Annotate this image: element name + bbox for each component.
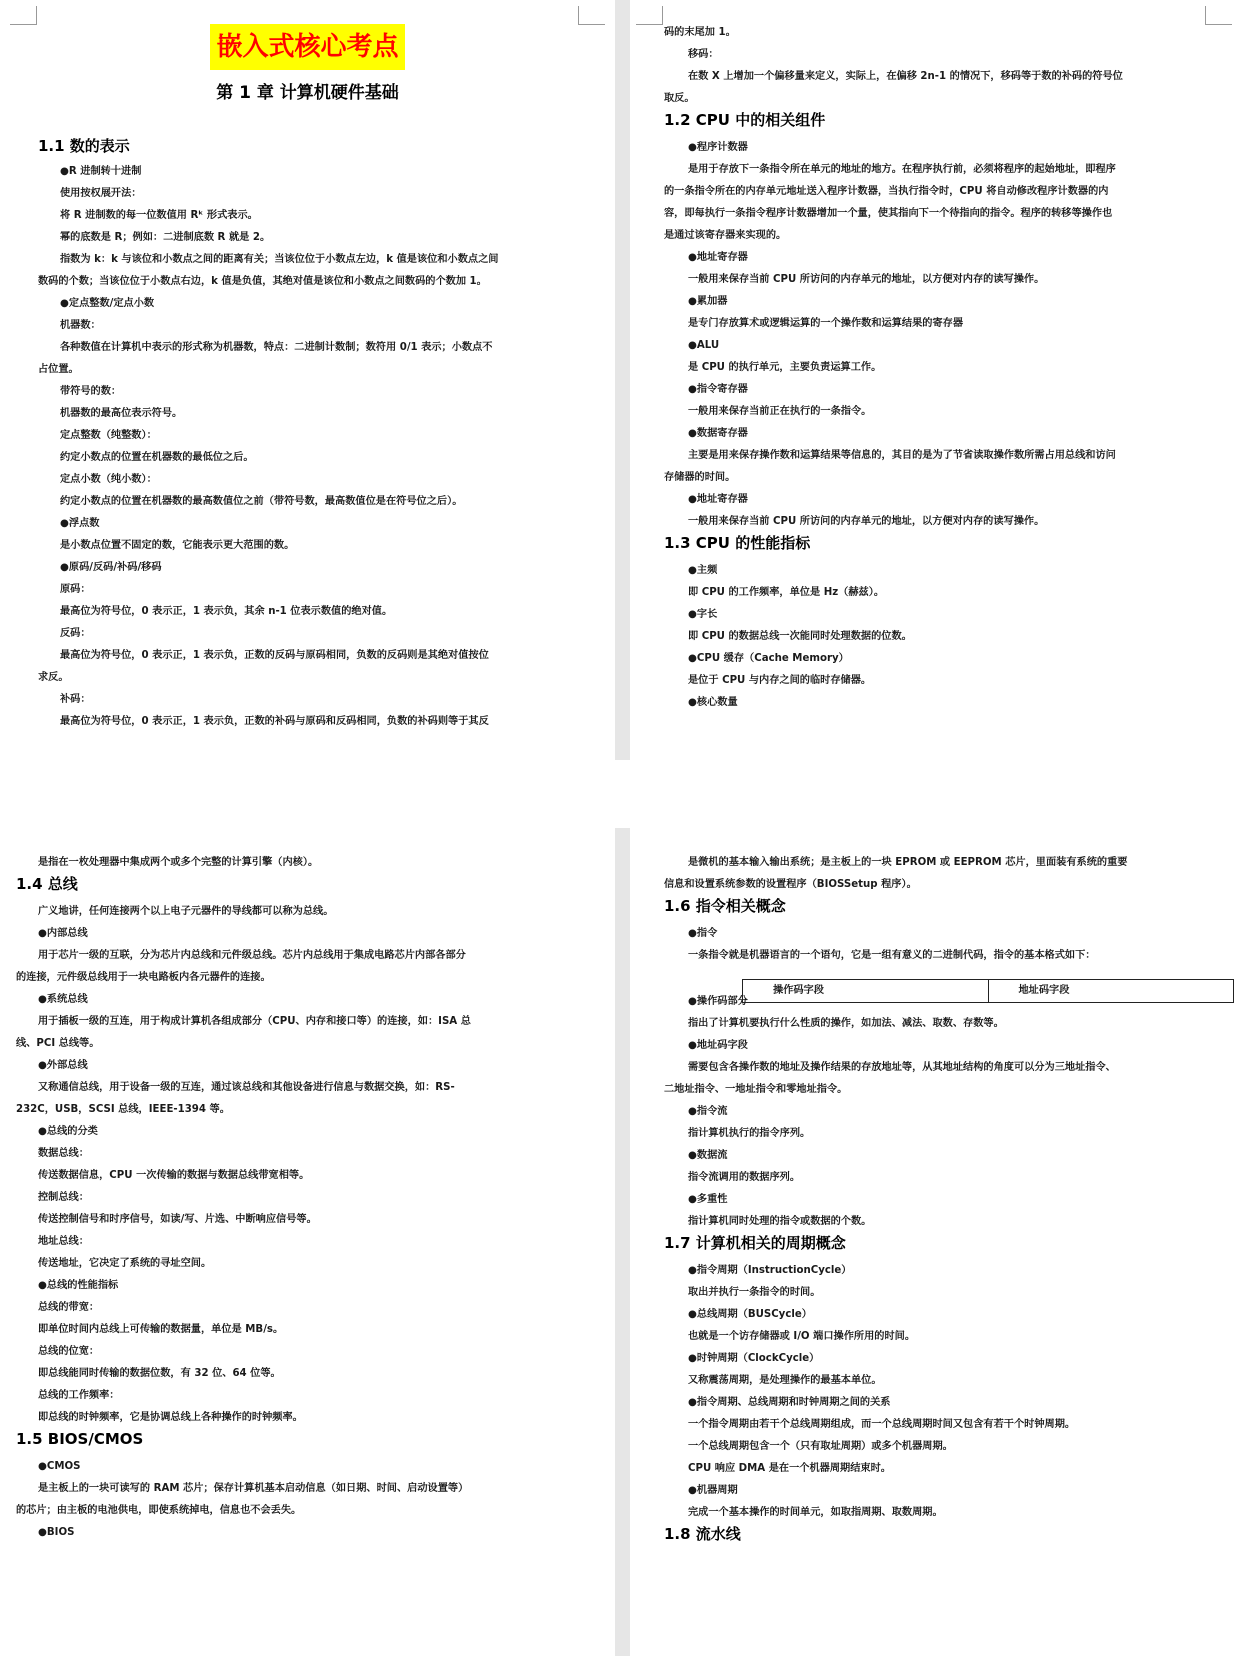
text-line: 占位置。	[38, 364, 79, 375]
text-line: 完成一个基本操作的时间单元，如取指周期、取数周期。	[688, 1507, 943, 1518]
text-line: 用于芯片一级的互联，分为芯片内总线和元件级总线。芯片内总线用于集成电路芯片内部各部分	[38, 950, 466, 961]
text-line: 的一条指令所在的内存单元地址送入程序计数器，当执行指令时，CPU 将自动修改程序计数器的内	[664, 186, 1109, 197]
text-line: 是主板上的一块可读写的 RAM 芯片；保存计算机基本启动信息（如日期、时间、启动设置等）	[38, 1483, 469, 1494]
text-line: ●机器周期	[688, 1485, 738, 1496]
text-line: 机器数：	[60, 320, 101, 331]
text-line: 指出了计算机要执行什么性质的操作，如加法、减法、取数、存数等。	[688, 1018, 1004, 1029]
text-line: 即单位时间内总线上可传输的数据量，单位是 MB/s。	[38, 1324, 284, 1335]
text-line: 也就是一个访存储器或 I/O 端口操作所用的时间。	[688, 1331, 916, 1342]
page-body	[0, 828, 615, 1656]
text-line: 最高位为符号位，0 表示正，1 表示负，正数的补码与原码和反码相同，负数的补码则等于其反	[60, 716, 489, 727]
text-line: CPU 响应 DMA 是在一个机器周期结束时。	[688, 1463, 891, 1474]
text-line: 带符号的数：	[60, 386, 122, 397]
document-title: 嵌入式核心考点	[210, 24, 404, 70]
text-line: ●内部总线	[38, 928, 88, 939]
document-page-4	[630, 828, 1242, 1656]
text-line: 是专门存放算术或逻辑运算的一个操作数和运算结果的寄存器	[688, 318, 964, 329]
page-gutter	[615, 0, 630, 760]
opcode-field-cell: 操作码字段	[773, 985, 824, 996]
text-line: ●ALU	[688, 340, 720, 351]
address-field-cell: 地址码字段	[988, 980, 1234, 1002]
text-line: ●字长	[688, 609, 718, 620]
text-line: ●浮点数	[60, 518, 100, 529]
text-line: 232C，USB，SCSI 总线，IEEE-1394 等。	[16, 1104, 230, 1115]
text-line: 指数为 k：k 与该位和小数点之间的距离有关；当该位位于小数点左边，k 值是该位和小数点之间	[60, 254, 499, 265]
text-line: 又称通信总线，用于设备一级的互连，通过该总线和其他设备进行信息与数据交换，如：RS-	[38, 1082, 455, 1093]
text-line: 一般用来保存当前 CPU 所访问的内存单元的地址，以方便对内存的读写操作。	[688, 516, 1045, 527]
text-line: 即 CPU 的数据总线一次能同时处理数据的位数。	[688, 631, 912, 642]
text-line: 总线的带宽：	[38, 1302, 100, 1313]
text-line: 一个指令周期由若干个总线周期组成，而一个总线周期时间又包含有若干个时钟周期。	[688, 1419, 1076, 1430]
text-line: 二地址指令、一地址指令和零地址指令。	[664, 1084, 848, 1095]
text-line: ●累加器	[688, 296, 728, 307]
text-line: 原码：	[60, 584, 91, 595]
section-heading: 1.2 CPU 中的相关组件	[664, 111, 826, 129]
text-line: ●多重性	[688, 1194, 728, 1205]
text-line: 码的末尾加 1。	[664, 27, 736, 38]
text-line: ●地址码字段	[688, 1040, 748, 1051]
text-line: ●地址寄存器	[688, 494, 748, 505]
text-line: ●指令周期、总线周期和时钟周期之间的关系	[688, 1397, 891, 1408]
text-line: 一般用来保存当前 CPU 所访问的内存单元的地址，以方便对内存的读写操作。	[688, 274, 1045, 285]
text-line: ●操作码部分	[688, 996, 748, 1007]
text-line: 一般用来保存当前正在执行的一条指令。	[688, 406, 872, 417]
text-line: 求反。	[38, 672, 69, 683]
text-line: 取出并执行一条指令的时间。	[688, 1287, 821, 1298]
text-line: ●总线的分类	[38, 1126, 98, 1137]
text-line: ●原码/反码/补码/移码	[60, 562, 162, 573]
page-body	[630, 0, 1242, 760]
text-line: 是指在一枚处理器中集成两个或多个完整的计算引擎（内核）。	[38, 857, 319, 868]
text-line: 是位于 CPU 与内存之间的临时存储器。	[688, 675, 872, 686]
text-line: 使用按权展开法：	[60, 188, 142, 199]
text-line: ●系统总线	[38, 994, 88, 1005]
document-page-3	[0, 828, 615, 1656]
text-line: 主要是用来保存操作数和运算结果等信息的，其目的是为了节省读取操作数所需占用总线和访问	[688, 450, 1116, 461]
text-line: 存储器的时间。	[664, 472, 736, 483]
text-line: 总线的工作频率：	[38, 1390, 120, 1401]
section-heading: 1.3 CPU 的性能指标	[664, 534, 811, 552]
section-heading: 1.4 总线	[16, 875, 78, 893]
text-line: 各种数值在计算机中表示的形式称为机器数，特点：二进制计数制；数符用 0/1 表示；小数点不	[60, 342, 493, 353]
text-line: ●地址寄存器	[688, 252, 748, 263]
text-line: 将 R 进制数的每一位数值用 Rᵏ 形式表示。	[60, 210, 258, 221]
text-line: 指计算机同时处理的指令或数据的个数。	[688, 1216, 872, 1227]
text-line: ●定点整数/定点小数	[60, 298, 155, 309]
text-line: 的连接，元件级总线用于一块电路板内各元器件的连接。	[16, 972, 271, 983]
text-line: 反码：	[60, 628, 91, 639]
text-line: 幂的底数是 R；例如：二进制底数 R 就是 2。	[60, 232, 271, 243]
text-line: 即 CPU 的工作频率，单位是 Hz（赫兹）。	[688, 587, 885, 598]
text-line: 是微机的基本输入输出系统；是主板上的一块 EPROM 或 EEPROM 芯片，里面装有系统的重要	[688, 857, 1128, 868]
text-line: ●外部总线	[38, 1060, 88, 1071]
text-line: ●程序计数器	[688, 142, 748, 153]
text-line: 线、PCI 总线等。	[16, 1038, 100, 1049]
text-line: ●时钟周期（ClockCycle）	[688, 1353, 820, 1364]
text-line: ●数据流	[688, 1150, 728, 1161]
text-line: 广义地讲，任何连接两个以上电子元器件的导线都可以称为总线。	[38, 906, 334, 917]
text-line: 一条指令就是机器语言的一个语句，它是一组有意义的二进制代码，指令的基本格式如下：	[688, 950, 1096, 961]
text-line: 需要包含各操作数的地址及操作结果的存放地址等，从其地址结构的角度可以分为三地址指令、	[688, 1062, 1116, 1073]
document-page-1	[0, 0, 615, 760]
text-line: 指令流调用的数据序列。	[688, 1172, 801, 1183]
text-line: 补码：	[60, 694, 91, 705]
text-line: 数码的个数；当该位位于小数点右边，k 值是负值，其绝对值是该位和小数点之间数码的个数加 1。	[38, 276, 487, 287]
text-line: ●总线周期（BUSCycle）	[688, 1309, 812, 1320]
section-heading: 1.1 数的表示	[38, 137, 130, 155]
text-line: ●数据寄存器	[688, 428, 748, 439]
text-line: 定点小数（纯小数）：	[60, 474, 157, 485]
text-line: ●BIOS	[38, 1527, 75, 1538]
text-line: 用于插板一级的互连，用于构成计算机各组成部分（CPU、内存和接口等）的连接，如：ISA 总	[38, 1016, 471, 1027]
text-line: 指计算机执行的指令序列。	[688, 1128, 811, 1139]
page-gap	[0, 760, 1242, 828]
section-heading: 1.6 指令相关概念	[664, 897, 786, 915]
text-line: 数据总线：	[38, 1148, 89, 1159]
text-line: ●CPU 缓存（Cache Memory）	[688, 653, 849, 664]
text-line: ●指令寄存器	[688, 384, 748, 395]
text-line: 是通过该寄存器来实现的。	[664, 230, 787, 241]
text-line: 信息和设置系统参数的设置程序（BIOSSetup 程序）。	[664, 879, 917, 890]
text-line: 一个总线周期包含一个（只有取址周期）或多个机器周期。	[688, 1441, 953, 1452]
text-line: 传送控制信号和时序信号，如读/写、片选、中断响应信号等。	[38, 1214, 317, 1225]
text-line: ●R 进制转十进制	[60, 166, 142, 177]
text-line: 的芯片；由主板的电池供电，即使系统掉电，信息也不会丢失。	[16, 1505, 302, 1516]
text-line: 约定小数点的位置在机器数的最低位之后。	[60, 452, 254, 463]
page-body	[0, 18, 615, 760]
text-line: ●总线的性能指标	[38, 1280, 119, 1291]
text-line: 又称震荡周期，是处理操作的最基本单位。	[688, 1375, 882, 1386]
text-line: 传送数据信息，CPU 一次传输的数据与数据总线带宽相等。	[38, 1170, 310, 1181]
text-line: 是小数点位置不固定的数，它能表示更大范围的数。	[60, 540, 295, 551]
chapter-heading: 第 1 章 计算机硬件基础	[216, 83, 399, 103]
page-body	[630, 828, 1242, 1656]
text-line: 是 CPU 的执行单元，主要负责运算工作。	[688, 362, 882, 373]
section-heading: 1.7 计算机相关的周期概念	[664, 1234, 846, 1252]
instruction-format-table	[742, 979, 1234, 1003]
text-line: 地址总线：	[38, 1236, 89, 1247]
section-heading: 1.5 BIOS/CMOS	[16, 1430, 144, 1448]
text-line: 机器数的最高位表示符号。	[60, 408, 183, 419]
section-heading: 1.8 流水线	[664, 1525, 741, 1543]
text-line: ●CMOS	[38, 1461, 81, 1472]
text-line: ●核心数量	[688, 697, 738, 708]
text-line: 在数 X 上增加一个偏移量来定义，实际上，在偏移 2n-1 的情况下，移码等于数的补码的符号位	[688, 71, 1123, 82]
text-line: 最高位为符号位，0 表示正，1 表示负，正数的反码与原码相同，负数的反码则是其绝对值按位	[60, 650, 489, 661]
document-page-2	[630, 0, 1242, 760]
text-line: 总线的位宽：	[38, 1346, 100, 1357]
text-line: ●主频	[688, 565, 718, 576]
text-line: ●指令周期（InstructionCycle）	[688, 1265, 852, 1276]
text-line: 即总线的时钟频率，它是协调总线上各种操作的时钟频率。	[38, 1412, 303, 1423]
text-line: 移码：	[688, 49, 719, 60]
text-line: 控制总线：	[38, 1192, 89, 1203]
text-line: 取反。	[664, 93, 695, 104]
text-line: 是用于存放下一条指令所在单元的地址的地方。在程序执行前，必须将程序的起始地址，即程序	[688, 164, 1116, 175]
text-line: ●指令流	[688, 1106, 728, 1117]
text-line: 即总线能同时传输的数据位数，有 32 位、64 位等。	[38, 1368, 281, 1379]
page-gutter	[615, 828, 630, 1656]
text-line: 定点整数（纯整数）：	[60, 430, 157, 441]
text-line: 传送地址，它决定了系统的寻址空间。	[38, 1258, 212, 1269]
text-line: 容，即每执行一条指令程序计数器增加一个量，使其指向下一个待指向的指令。程序的转移等操作也	[664, 208, 1113, 219]
text-line: 最高位为符号位，0 表示正，1 表示负，其余 n-1 位表示数值的绝对值。	[60, 606, 393, 617]
text-line: ●指令	[688, 928, 718, 939]
text-line: 约定小数点的位置在机器数的最高数值位之前（带符号数，最高数值位是在符号位之后）。	[60, 496, 463, 507]
